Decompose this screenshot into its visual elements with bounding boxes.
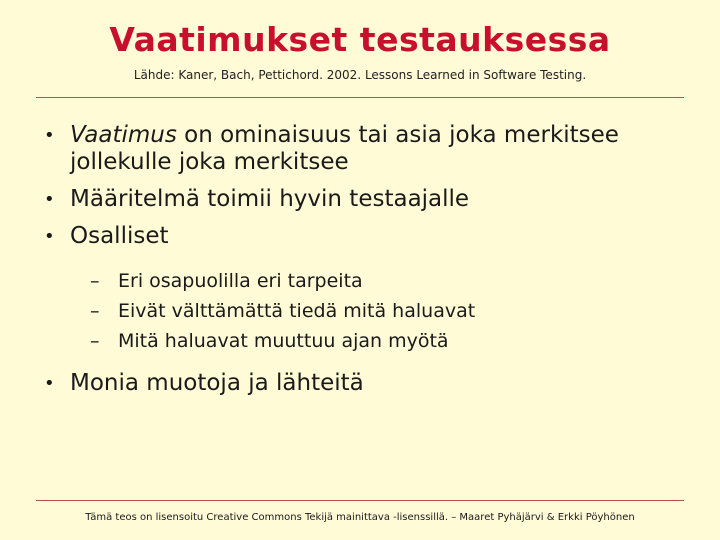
dash-icon: – [90, 270, 100, 292]
sub-list-item [90, 296, 694, 326]
list-item-text: Määritelmä toimii hyvin testaajalle [70, 186, 470, 212]
top-divider [36, 97, 684, 98]
sub-list-item-text: Eri osapuolilla eri tarpeita [118, 270, 363, 292]
source-citation: Lähde: Kaner, Bach, Pettichord. 2002. Lessons Learned in Software Testing. [133, 68, 587, 82]
bullet-icon: • [44, 125, 55, 146]
bottom-divider [36, 500, 684, 501]
list-item-text: Osalliset [70, 223, 169, 249]
list-item [44, 223, 694, 356]
sub-list-item [90, 326, 694, 356]
slide-title: Vaatimukset testauksessa [109, 20, 611, 59]
bullet-icon: • [44, 226, 55, 247]
list-item [44, 186, 694, 213]
list-item [44, 122, 694, 176]
list-item-text: on ominaisuus tai asia joka merkitsee jollekulle joka merkitsee [70, 122, 619, 175]
bullet-list [44, 122, 694, 397]
dash-icon: – [90, 300, 100, 322]
list-item-text: Monia muotoja ja lähteitä [70, 370, 364, 396]
license-footer: Tämä teos on lisensoitu Creative Commons Tekijä mainittava -lisenssillä. – Maaret Pyhäjärvi & Erkki Pöyhönen [85, 512, 635, 523]
sub-list-item-text: Mitä haluavat muuttuu ajan myötä [118, 330, 449, 352]
bullet-icon: • [44, 373, 55, 394]
bullet-icon: • [44, 189, 55, 210]
sub-list [90, 266, 694, 356]
list-item [44, 370, 694, 397]
term-emphasis: Vaatimus [70, 122, 177, 148]
sub-list-item-text: Eivät välttämättä tiedä mitä haluavat [118, 300, 476, 322]
dash-icon: – [90, 330, 100, 352]
sub-list-item [90, 266, 694, 296]
slide-content [44, 122, 694, 407]
